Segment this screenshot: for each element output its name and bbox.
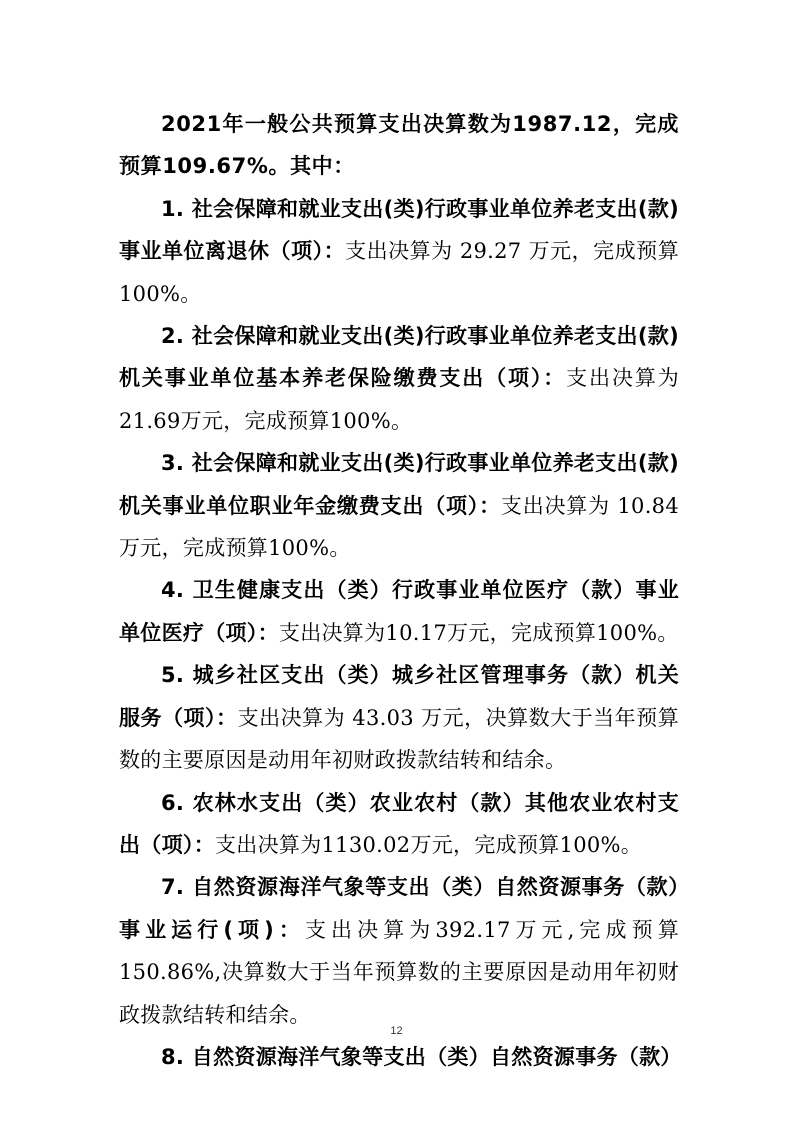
intro-paragraph: 2021年一般公共预算支出决算数为1987.12，完成预算109.67%。其中： xyxy=(119,112,679,179)
item-heading: 7. 自然资源海洋气象等支出（类）自然资源事务（款）事业运行(项)： xyxy=(119,875,679,942)
item-text: 支出决算为1130.02万元，完成预算100%。 xyxy=(215,832,643,857)
page-number: 12 xyxy=(390,1025,403,1037)
item-heading: 2. 社会保障和就业支出(类)行政事业单位养老支出(款)机关事业单位基本养老保险缴费支出（项）： xyxy=(119,324,679,391)
item-paragraph-8 xyxy=(119,1036,682,1078)
item-heading: 3. 社会保障和就业支出(类)行政事业单位养老支出(款)机关事业单位职业年金缴费支出（项）： xyxy=(119,451,679,518)
item-text: 支出决算为21.69万元，完成预算100%。 xyxy=(119,366,680,433)
item-text: 支出决算为 43.03 万元，决算数大于当年预算数的主要原因是动用年初财政拨款结转和结余。 xyxy=(119,705,679,773)
item-heading: 1. 社会保障和就业支出(类)行政事业单位养老支出(款)事业单位离退休（项）： xyxy=(119,196,679,264)
item-heading: 5. 城乡社区支出（类）城乡社区管理事务（款）机关服务（项）： xyxy=(119,663,679,730)
item-paragraph-1 xyxy=(119,188,679,315)
item-text: 支出决算为 10.84万元，完成预算100%。 xyxy=(119,493,679,561)
item-paragraph-7 xyxy=(119,866,679,1036)
item-text: 支出决算为10.17万元，完成预算100%。 xyxy=(278,620,679,645)
item-paragraph-3 xyxy=(119,442,679,569)
item-text: 支出决算为 29.27 万元，完成预算100%。 xyxy=(119,239,679,306)
item-text: 支出决算为392.17万元,完成预算150.86%,决算数大于当年预算数的主要原因是动用年初财政拨款结转和结余。 xyxy=(119,917,679,1027)
item-heading: 6. 农林水支出（类）农业农村（款）其他农业农村支出（项）： xyxy=(119,790,679,857)
item-paragraph-5 xyxy=(119,654,679,781)
item-paragraph-4 xyxy=(119,569,679,654)
item-paragraph-6 xyxy=(119,782,679,867)
item-heading: 4. 卫生健康支出（类）行政事业单位医疗（款）事业单位医疗（项）： xyxy=(119,578,679,645)
item-heading: 8. 自然资源海洋气象等支出（类）自然资源事务（款） xyxy=(161,1044,682,1069)
document-body xyxy=(119,103,682,1078)
item-paragraph-2 xyxy=(119,315,679,442)
